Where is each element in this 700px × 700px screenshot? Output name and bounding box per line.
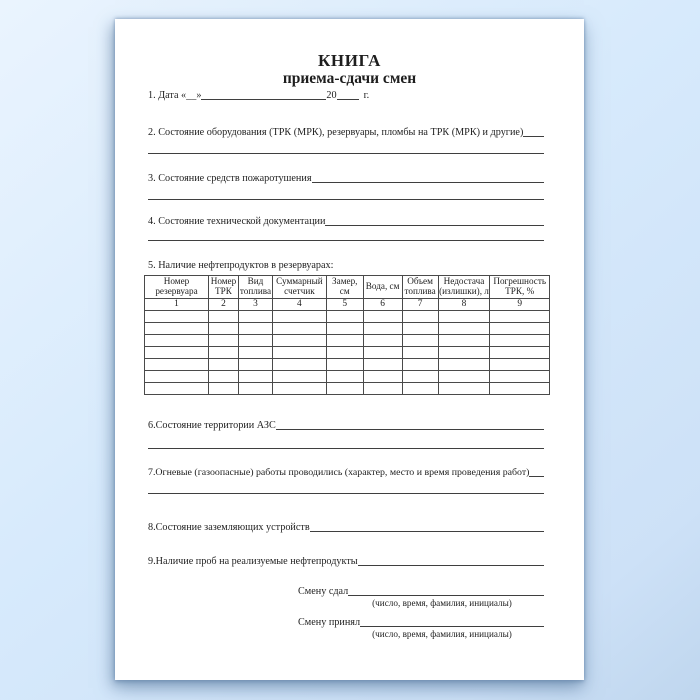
- table-empty-cell: [402, 310, 438, 322]
- table-empty-cell: [402, 322, 438, 334]
- table-empty-cell: [145, 322, 209, 334]
- table-empty-cell: [363, 322, 402, 334]
- blank-line: [325, 225, 544, 226]
- table-number-cell: 7: [402, 298, 438, 310]
- table-header-cell: Вид топлива: [238, 276, 272, 299]
- field-equipment-state: [148, 126, 544, 139]
- table-empty-cell: [208, 334, 238, 346]
- document-title-line1: КНИГА: [317, 51, 381, 70]
- table-empty-cell: [490, 322, 550, 334]
- document-title: [115, 52, 584, 87]
- table-empty-cell: [272, 370, 326, 382]
- table-header-row: [145, 276, 550, 299]
- table-empty-cell: [363, 358, 402, 370]
- table-empty-cell: [438, 382, 490, 394]
- continuation-line: [148, 493, 544, 494]
- table-caption: [148, 259, 544, 272]
- table-empty-cell: [438, 334, 490, 346]
- table-empty-cell: [326, 322, 363, 334]
- table-empty-cell: [490, 334, 550, 346]
- table-empty-cell: [438, 370, 490, 382]
- field-grounding-devices-label: 8.Состояние заземляющих устройств: [148, 522, 310, 533]
- table-empty-cell: [272, 310, 326, 322]
- table-empty-cell: [490, 382, 550, 394]
- table-empty-cell: [326, 346, 363, 358]
- field-fire-equipment-label: 3. Состояние средств пожаротушения: [148, 173, 312, 184]
- table-empty-cell: [238, 322, 272, 334]
- table-empty-row: [145, 310, 550, 322]
- field-date: [148, 89, 544, 102]
- table-header-cell: Замер, см: [326, 276, 363, 299]
- table-empty-cell: [438, 322, 490, 334]
- table-empty-cell: [363, 346, 402, 358]
- table-header-cell: Недостача (излишки), л: [438, 276, 490, 299]
- table-empty-row: [145, 334, 550, 346]
- table-caption-label: 5. Наличие нефтепродуктов в резервуарах:: [148, 260, 334, 271]
- signature-caption: (число, время, фамилия, инициалы): [372, 629, 512, 639]
- table-header-cell: Номер ТРК: [208, 276, 238, 299]
- table-empty-cell: [402, 346, 438, 358]
- blank-line: [312, 182, 544, 183]
- table-number-cell: 4: [272, 298, 326, 310]
- table-empty-row: [145, 370, 550, 382]
- table-number-cell: 1: [145, 298, 209, 310]
- continuation-line: [148, 448, 544, 449]
- table-empty-cell: [490, 346, 550, 358]
- blank-line: [337, 99, 359, 100]
- signature-received-row: [298, 616, 544, 629]
- field-territory-state-label: 6.Состояние территории АЗС: [148, 420, 276, 431]
- blank-line: [358, 565, 544, 566]
- blank-line: [276, 429, 544, 430]
- table-empty-row: [145, 346, 550, 358]
- blank-line: [201, 99, 326, 100]
- table-empty-cell: [363, 370, 402, 382]
- table-empty-cell: [272, 346, 326, 358]
- table-empty-cell: [402, 382, 438, 394]
- field-tech-docs: [148, 215, 544, 228]
- field-hot-works: [148, 466, 544, 479]
- table-header-cell: Суммарный счетчик: [272, 276, 326, 299]
- table-empty-cell: [363, 382, 402, 394]
- table-empty-cell: [238, 334, 272, 346]
- signature-line: [360, 626, 544, 627]
- table-empty-cell: [402, 358, 438, 370]
- table-header-cell: Вода, см: [363, 276, 402, 299]
- table-empty-cell: [145, 382, 209, 394]
- table-empty-cell: [238, 346, 272, 358]
- table-empty-cell: [208, 370, 238, 382]
- table-empty-cell: [208, 322, 238, 334]
- table-empty-cell: [272, 382, 326, 394]
- table-number-row: [145, 298, 550, 310]
- table-empty-cell: [208, 358, 238, 370]
- field-equipment-state-label: 2. Состояние оборудования (ТРК (МРК), резервуары, пломбы на ТРК (МРК) и другие): [148, 127, 524, 138]
- table-empty-cell: [238, 382, 272, 394]
- paper-sheet: [115, 19, 584, 680]
- table-empty-cell: [438, 310, 490, 322]
- field-hot-works-label: 7.Огневые (газоопасные) работы проводились (характер, место и время проведения работ): [148, 467, 530, 478]
- continuation-line: [148, 240, 544, 241]
- table-empty-cell: [326, 382, 363, 394]
- signature-line: [348, 595, 544, 596]
- signature-handed-over-label: Смену сдал: [298, 586, 349, 597]
- table-empty-cell: [238, 358, 272, 370]
- table-body: [145, 310, 550, 394]
- table-number-cell: 3: [238, 298, 272, 310]
- table-number-cell: 9: [490, 298, 550, 310]
- field-date-year: 20: [326, 90, 337, 101]
- table-header-cell: Погрешность ТРК, %: [490, 276, 550, 299]
- table-empty-cell: [272, 358, 326, 370]
- table-empty-cell: [490, 310, 550, 322]
- table-number-cell: 5: [326, 298, 363, 310]
- table-empty-cell: [490, 358, 550, 370]
- table-empty-cell: [145, 358, 209, 370]
- blank-line: [310, 531, 544, 532]
- blank-line: [523, 136, 544, 137]
- table-header-cell: Номер резервуара: [145, 276, 209, 299]
- reservoir-table: [144, 275, 550, 395]
- document-title-line2: приема-сдачи смен: [282, 70, 417, 87]
- table-empty-cell: [402, 370, 438, 382]
- field-fire-equipment: [148, 172, 544, 185]
- table-empty-cell: [208, 382, 238, 394]
- table-empty-cell: [438, 346, 490, 358]
- table-empty-cell: [272, 322, 326, 334]
- table-empty-cell: [438, 358, 490, 370]
- continuation-line: [148, 199, 544, 200]
- table-number-cell: 8: [438, 298, 490, 310]
- table-number-cell: 6: [363, 298, 402, 310]
- table-empty-cell: [208, 346, 238, 358]
- table-empty-cell: [238, 310, 272, 322]
- table-empty-cell: [326, 358, 363, 370]
- table-empty-cell: [272, 334, 326, 346]
- continuation-line: [148, 153, 544, 154]
- table-empty-cell: [145, 370, 209, 382]
- table-empty-cell: [363, 310, 402, 322]
- field-date-label: 1. Дата «__»: [148, 90, 202, 101]
- field-fuel-samples: [148, 555, 544, 568]
- table-empty-row: [145, 322, 550, 334]
- signature-caption: (число, время, фамилия, инициалы): [372, 598, 512, 608]
- table-empty-cell: [326, 310, 363, 322]
- blank-line: [529, 476, 544, 477]
- table-empty-row: [145, 382, 550, 394]
- field-grounding-devices: [148, 521, 544, 534]
- field-tech-docs-label: 4. Состояние технической документации: [148, 216, 326, 227]
- table-empty-cell: [402, 334, 438, 346]
- table-empty-cell: [145, 310, 209, 322]
- signature-received-label: Смену принял: [298, 617, 361, 628]
- table-empty-cell: [326, 334, 363, 346]
- table-empty-cell: [145, 334, 209, 346]
- table-empty-cell: [490, 370, 550, 382]
- table-number-cell: 2: [208, 298, 238, 310]
- table-empty-row: [145, 358, 550, 370]
- table-empty-cell: [238, 370, 272, 382]
- table-empty-cell: [363, 334, 402, 346]
- signature-handed-over: [298, 585, 544, 609]
- table-header-cell: Объем топлива: [402, 276, 438, 299]
- field-territory-state: [148, 419, 544, 432]
- field-date-suffix: г.: [363, 90, 370, 101]
- signature-received: [298, 616, 544, 640]
- field-fuel-samples-label: 9.Наличие проб на реализуемые нефтепродукты: [148, 556, 358, 567]
- signature-handed-over-row: [298, 585, 544, 598]
- table-empty-cell: [145, 346, 209, 358]
- table-empty-cell: [326, 370, 363, 382]
- table-empty-cell: [208, 310, 238, 322]
